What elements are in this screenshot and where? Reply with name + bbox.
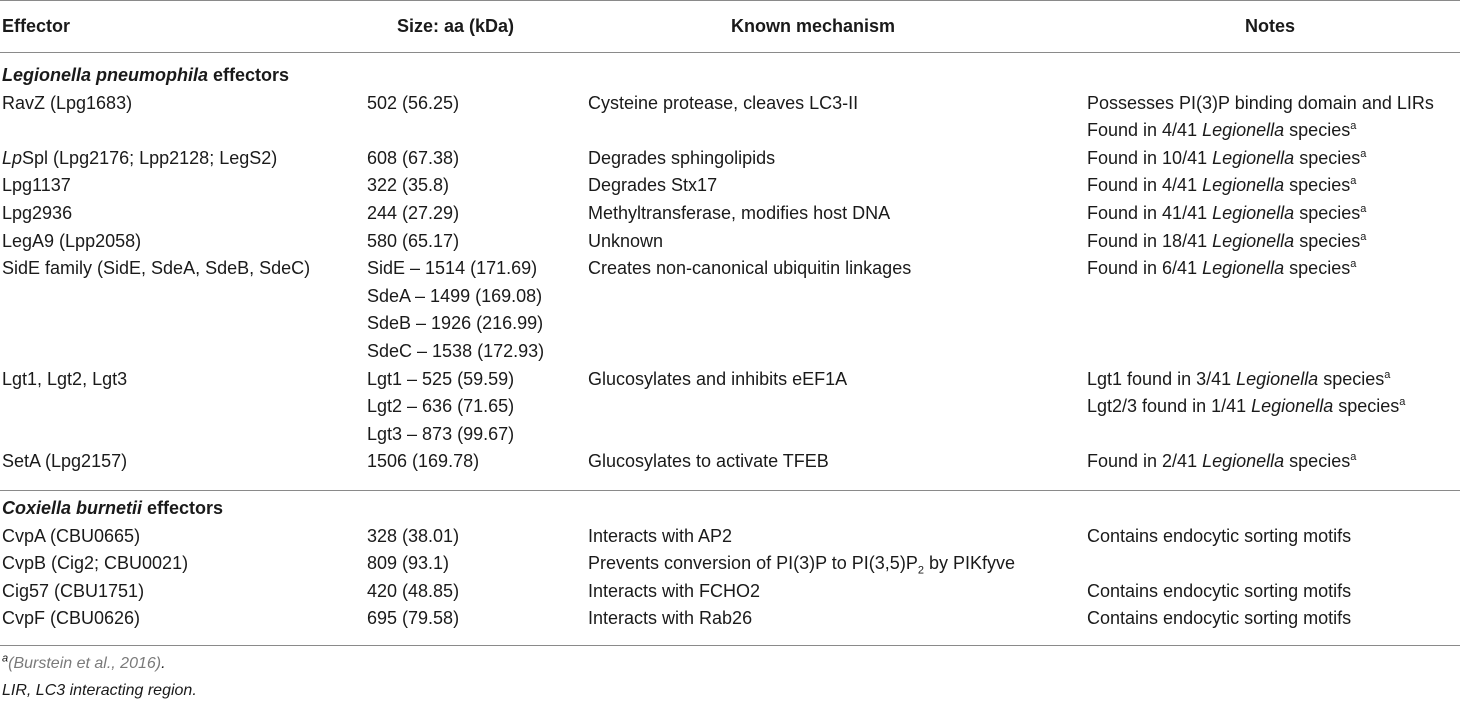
cell-size: 809 (93.1)	[367, 553, 450, 573]
text-run: Legionella	[1236, 369, 1319, 389]
cell-mechanism	[588, 525, 732, 547]
header-notes: Notes	[1245, 16, 1296, 36]
cell-notes	[1087, 607, 1351, 629]
text-run: Lgt1, Lgt2, Lgt3	[2, 369, 128, 389]
cell-size: Lgt3 – 873 (99.67)	[367, 424, 515, 444]
cell-size: SidE – 1514 (171.69)	[367, 258, 538, 278]
text-run: Cig57 (CBU1751)	[2, 581, 145, 601]
text-run: Lpg1137	[2, 175, 71, 195]
cell-size: 502 (56.25)	[367, 93, 460, 113]
cell-notes	[1087, 580, 1351, 602]
section-title-species: Coxiella burnetii	[2, 498, 143, 518]
cell-size: 420 (48.85)	[367, 581, 460, 601]
text-run: Contains endocytic sorting motifs	[1087, 581, 1352, 601]
cell-mechanism	[588, 202, 890, 224]
cell-size: 1506 (169.78)	[367, 451, 480, 471]
text-run: Lpg2936	[2, 203, 73, 223]
text-run: by PIKfyve	[923, 553, 1015, 573]
cell-effector	[2, 607, 140, 629]
text-run: a	[1350, 120, 1357, 132]
text-run: CvpB (Cig2; CBU0021)	[2, 553, 189, 573]
text-run: Legionella	[1202, 258, 1285, 278]
text-run: species	[1284, 175, 1351, 195]
cell-size: 328 (38.01)	[367, 526, 460, 546]
section-rule	[0, 490, 1460, 491]
cell-effector	[2, 450, 127, 472]
cell-size: 580 (65.17)	[367, 231, 460, 251]
footnote-a	[2, 654, 166, 674]
text-run: species	[1318, 369, 1385, 389]
text-run: Legionella	[1251, 396, 1334, 416]
text-run: Legionella	[1202, 175, 1285, 195]
header-size: Size: aa (kDa)	[397, 16, 515, 36]
cell-size: 695 (79.58)	[367, 608, 460, 628]
cell-effector	[2, 230, 141, 252]
cell-notes	[1087, 257, 1356, 279]
text-run: Found in 10/41	[1087, 148, 1213, 168]
text-run: a	[1350, 451, 1357, 463]
cell-effector	[2, 257, 310, 279]
text-run: RavZ (Lpg1683)	[2, 93, 133, 113]
cell-notes	[1087, 147, 1366, 169]
text-run: Legionella	[1202, 451, 1285, 471]
text-run: Found in 2/41	[1087, 451, 1203, 471]
cell-mechanism	[588, 450, 829, 472]
text-run: Interacts with FCHO2	[588, 581, 761, 601]
text-run: Found in 18/41	[1087, 231, 1213, 251]
footnote-a-end: .	[161, 655, 166, 672]
text-run: Lp	[2, 148, 23, 168]
cell-notes	[1087, 395, 1405, 417]
cell-notes	[1087, 525, 1351, 547]
cell-size: SdeA – 1499 (169.08)	[367, 286, 543, 306]
cell-notes	[1087, 368, 1390, 390]
cell-effector	[2, 92, 132, 114]
text-run: Found in 4/41	[1087, 120, 1203, 140]
text-run: Cysteine protease, cleaves LC3-II	[588, 93, 859, 113]
text-run: Interacts with Rab26	[588, 608, 753, 628]
footnote-a-mark: a	[2, 652, 9, 665]
text-run: Legionella	[1202, 120, 1285, 140]
text-run: a	[1360, 231, 1367, 243]
text-run: Found in 4/41	[1087, 175, 1203, 195]
text-run: species	[1284, 120, 1351, 140]
text-run: SetA (Lpg2157)	[2, 451, 128, 471]
cell-size: 608 (67.38)	[367, 148, 460, 168]
cell-effector	[2, 147, 277, 169]
text-run: CvpA (CBU0665)	[2, 526, 141, 546]
text-run: Contains endocytic sorting motifs	[1087, 608, 1352, 628]
text-run: Degrades sphingolipids	[588, 148, 776, 168]
text-run: 2	[917, 564, 924, 577]
text-run: a	[1350, 258, 1357, 270]
cell-mechanism	[588, 230, 663, 252]
section-title-rest: effectors	[142, 498, 224, 518]
cell-mechanism	[588, 147, 775, 169]
header-rule	[0, 52, 1460, 53]
cell-size: Lgt2 – 636 (71.65)	[367, 396, 515, 416]
text-run: Legionella	[1212, 203, 1295, 223]
text-run: species	[1294, 148, 1361, 168]
text-run: species	[1294, 203, 1361, 223]
cell-effector	[2, 580, 144, 602]
text-run: species	[1294, 231, 1361, 251]
cell-notes	[1087, 92, 1434, 114]
text-run: Methyltransferase, modifies host DNA	[588, 203, 891, 223]
text-run: a	[1360, 203, 1367, 215]
cell-effector	[2, 368, 127, 390]
cell-effector	[2, 202, 72, 224]
text-run: Unknown	[588, 231, 664, 251]
text-run: a	[1360, 148, 1367, 160]
text-run: Glucosylates to activate TFEB	[588, 451, 829, 471]
footnote-a-citation[interactable]: (Burstein et al., 2016)	[8, 655, 162, 672]
header-effector: Effector	[2, 16, 71, 36]
text-run: Lgt1 found in 3/41	[1087, 369, 1237, 389]
cell-notes	[1087, 174, 1356, 196]
text-run: Contains endocytic sorting motifs	[1087, 526, 1352, 546]
section-title-rest: effectors	[208, 65, 290, 85]
text-run: species	[1333, 396, 1400, 416]
text-run: Interacts with AP2	[588, 526, 733, 546]
text-run: Lgt2/3 found in 1/41	[1087, 396, 1252, 416]
text-run: SidE family (SidE, SdeA, SdeB, SdeC)	[2, 258, 311, 278]
cell-notes	[1087, 119, 1356, 141]
text-run: Legionella	[1212, 148, 1295, 168]
text-run: Prevents conversion of PI(3)P to PI(3,5)P	[588, 553, 918, 573]
text-run: Found in 41/41	[1087, 203, 1213, 223]
cell-mechanism	[588, 174, 717, 196]
text-run: a	[1384, 369, 1391, 381]
text-run: Legionella	[1212, 231, 1295, 251]
text-run: LegA9 (Lpp2058)	[2, 231, 142, 251]
cell-mechanism	[588, 368, 847, 390]
cell-effector	[2, 174, 71, 196]
top-rule	[0, 0, 1460, 1]
section-title-species: Legionella pneumophila	[2, 65, 209, 85]
text-run: species	[1284, 258, 1351, 278]
cell-mechanism	[588, 580, 760, 602]
cell-size: SdeC – 1538 (172.93)	[367, 341, 545, 361]
text-run: species	[1284, 451, 1351, 471]
cell-mechanism	[588, 552, 1015, 577]
footnote-lir: LIR, LC3 interacting region.	[2, 682, 197, 699]
section-title	[2, 497, 223, 519]
header-mechanism: Known mechanism	[731, 16, 896, 36]
cell-effector	[2, 552, 188, 574]
cell-mechanism	[588, 607, 752, 629]
text-run: Glucosylates and inhibits eEF1A	[588, 369, 848, 389]
cell-size: 322 (35.8)	[367, 175, 450, 195]
cell-size: Lgt1 – 525 (59.59)	[367, 369, 515, 389]
text-run: a	[1350, 175, 1357, 187]
text-run: a	[1399, 396, 1406, 408]
cell-notes	[1087, 202, 1366, 224]
cell-size: 244 (27.29)	[367, 203, 460, 223]
cell-notes	[1087, 230, 1366, 252]
section-title	[2, 64, 289, 86]
text-run: Found in 6/41	[1087, 258, 1203, 278]
cell-mechanism	[588, 92, 858, 114]
cell-effector	[2, 525, 140, 547]
text-run: CvpF (CBU0626)	[2, 608, 141, 628]
text-run: Possesses PI(3)P binding domain and LIRs	[1087, 93, 1434, 113]
text-run: Creates non-canonical ubiquitin linkages	[588, 258, 912, 278]
cell-notes	[1087, 450, 1356, 472]
text-run: Degrades Stx17	[588, 175, 718, 195]
cell-mechanism	[588, 257, 911, 279]
bottom-rule	[0, 645, 1460, 646]
text-run: Spl (Lpg2176; Lpp2128; LegS2)	[22, 148, 278, 168]
cell-size: SdeB – 1926 (216.99)	[367, 313, 544, 333]
